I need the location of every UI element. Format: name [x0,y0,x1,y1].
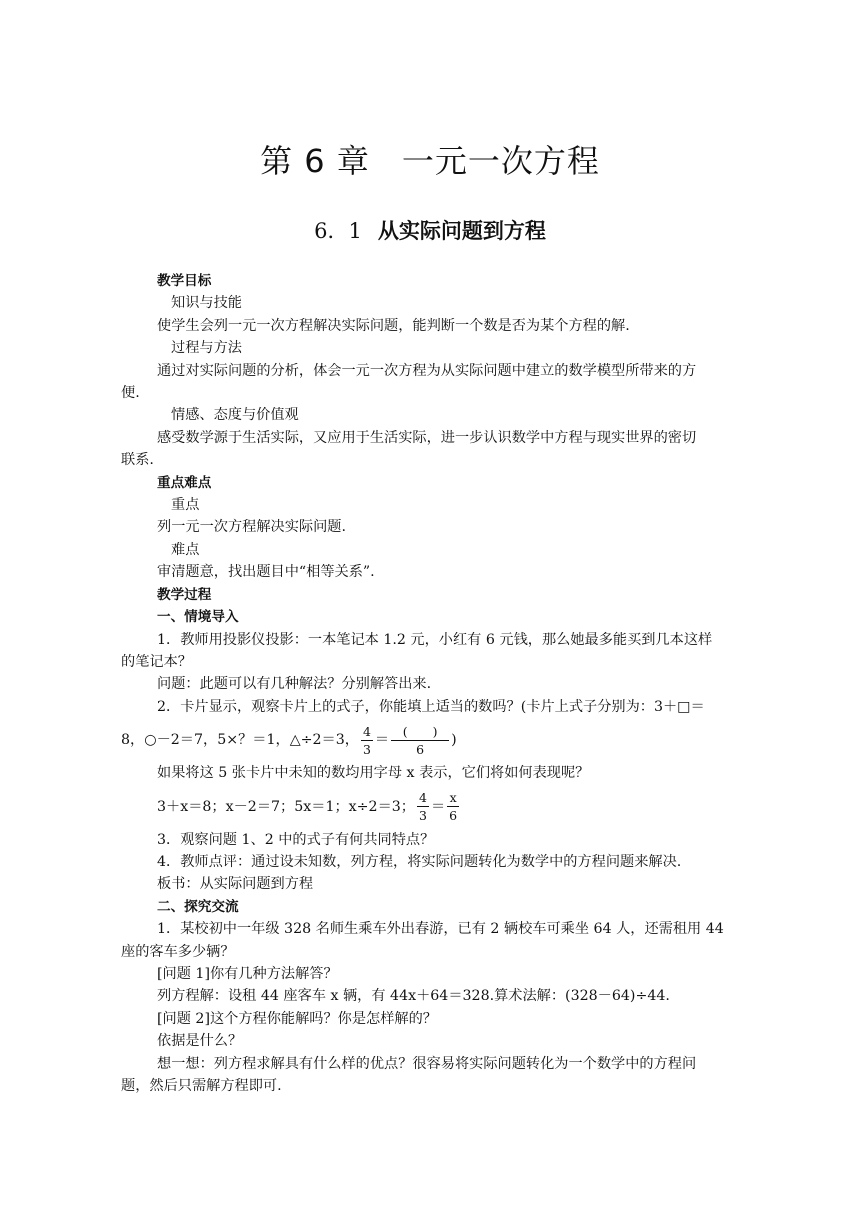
text: ) [451,732,457,749]
fraction [447,789,459,824]
paragraph-with-fraction [121,785,739,829]
equals-sign: ＝ [374,732,390,749]
paragraph: 板书：从实际问题到方程 [157,876,314,893]
fraction-denominator: 3 [418,808,427,824]
paragraph: 如果将这 5 张卡片中未知的数均用字母 x 表示，它们将如何表现呢？ [157,765,590,782]
fraction-denominator: 6 [449,808,458,824]
equals-sign: ＝ [430,798,446,815]
paragraph: [问题 1]你有几种方法解答？ [157,965,338,982]
heading-key-points: 重点难点 [157,474,212,491]
paragraph: 感受数学源于生活实际，又应用于生活实际，进一步认识数学中方程与现实世界的密切 [157,429,697,446]
subheading-emotion-values: 情感、态度与价值观 [171,407,299,424]
document-body [121,270,739,1097]
paragraph-continuation: 的笔记本？ [121,653,192,670]
fraction-numerator: ( ) [391,723,449,741]
heading-exploration: 二、探究交流 [157,898,239,915]
paragraph: 审清题意，找出题目中“相等关系”. [157,564,375,581]
paragraph-continuation: 便. [121,385,140,402]
fraction-numerator: 4 [362,723,371,739]
text: 8，○－2＝7，5×？＝1，△÷2＝3， [121,732,359,749]
paragraph-continuation: 联系. [121,452,154,469]
text: 3＋x＝8；x－2＝7；5x＝1；x÷2＝3； [157,798,415,815]
paragraph-with-fraction [121,718,739,762]
section-title [0,215,860,245]
paragraph: 列方程解：设租 44 座客车 x 辆，有 44x＋64＝328.算术法解：(328－64)÷44. [157,988,670,1005]
subheading-difficulty: 难点 [171,541,200,558]
chapter-number: 第 6 章 [260,142,370,180]
section-name: 从实际问题到方程 [377,219,546,243]
paragraph: 想一想：列方程求解具有什么样的优点？很容易将实际问题转化为一个数学中的方程问 [157,1055,697,1072]
paragraph: 2．卡片显示，观察卡片上的式子，你能填上适当的数吗？(卡片上式子分别为：3＋□＝ [157,698,705,715]
fraction-denominator: 3 [362,741,371,757]
chapter-name: 一元一次方程 [401,142,600,180]
paragraph: 通过对实际问题的分析，体会一元一次方程为从实际问题中建立的数学模型所带来的方 [157,362,697,379]
paragraph: 依据是什么？ [157,1033,243,1050]
fraction [361,723,373,758]
subheading-process-methods: 过程与方法 [171,340,242,357]
paragraph: 3．观察问题 1、2 中的式子有何共同特点？ [157,831,435,848]
fraction-denominator: 6 [416,741,425,757]
paragraph: 1．教师用投影仪投影：一本笔记本 1.2 元，小红有 6 元钱，那么她最多能买到几本这样 [157,631,713,648]
paragraph: [问题 2]这个方程你能解吗？你是怎样解的？ [157,1010,437,1027]
heading-teaching-goals: 教学目标 [157,273,212,289]
fraction-numerator: x [447,789,459,807]
subheading-knowledge-skills: 知识与技能 [171,295,242,312]
paragraph: 问题：此题可以有几种解法？分别解答出来. [157,676,432,693]
paragraph: 4．教师点评：通过设未知数，列方程，将实际问题转化为数学中的方程问题来解决. [157,853,682,870]
section-number: 6．1 [314,219,362,243]
fraction [417,789,429,824]
paragraph: 使学生会列一元一次方程解决实际问题，能判断一个数是否为某个方程的解. [157,317,630,334]
paragraph-continuation: 座的客车多少辆？ [121,943,235,960]
heading-teaching-process: 教学过程 [157,586,212,603]
fraction-numerator: 4 [418,790,427,806]
fraction [391,723,449,758]
paragraph: 1．某校初中一年级 328 名师生乘车外出春游，已有 2 辆校车可乘坐 64 人，还需租用 44 [157,921,724,938]
paragraph-continuation: 题，然后只需解方程即可. [121,1078,282,1094]
chapter-title [0,136,860,182]
paragraph: 列一元一次方程解决实际问题. [157,519,346,536]
heading-situation-intro: 一、情境导入 [157,609,239,626]
subheading-key: 重点 [171,497,200,514]
